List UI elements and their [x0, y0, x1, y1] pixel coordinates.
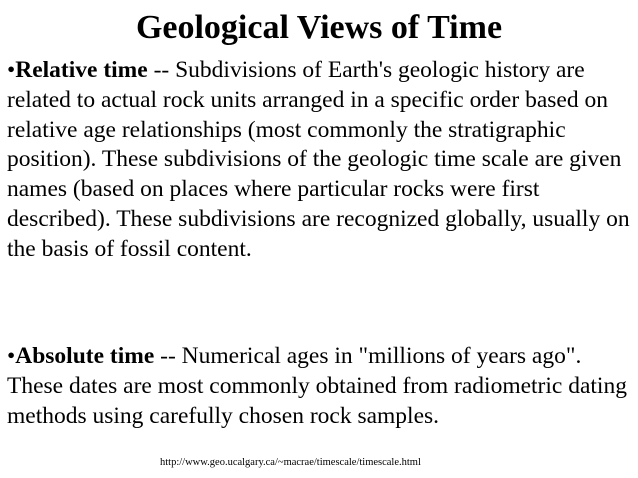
- bullet-term-absolute-time: Absolute time: [15, 343, 155, 369]
- bullet-relative-time: [7, 56, 633, 265]
- bullet-marker: •: [7, 343, 16, 369]
- bullet-marker: •: [7, 57, 16, 83]
- source-link[interactable]: http://www.geo.ucalgary.ca/~macrae/timescale/timescale.html: [160, 457, 421, 468]
- slide-title: Geological Views of Time: [135, 9, 503, 46]
- bullet-absolute-time: [7, 342, 633, 431]
- bullet-text-relative-time: -- Subdivisions of Earth's geologic history are related to actual rock units arranged in a specific order based on relative age relationships (most commonly the stratigraphic position). These subdivisions of the geologic time scale are given names (based on places where particular rocks were first described). These subdivisions are recognized globally, usually on the basis of fossil content.: [7, 57, 630, 262]
- bullet-term-relative-time: Relative time: [15, 57, 148, 83]
- bullet-text-absolute-time: -- Numerical ages in "millions of years ago". These dates are most commonly obtained from radiometric dating methods using carefully chosen rock samples.: [7, 343, 627, 429]
